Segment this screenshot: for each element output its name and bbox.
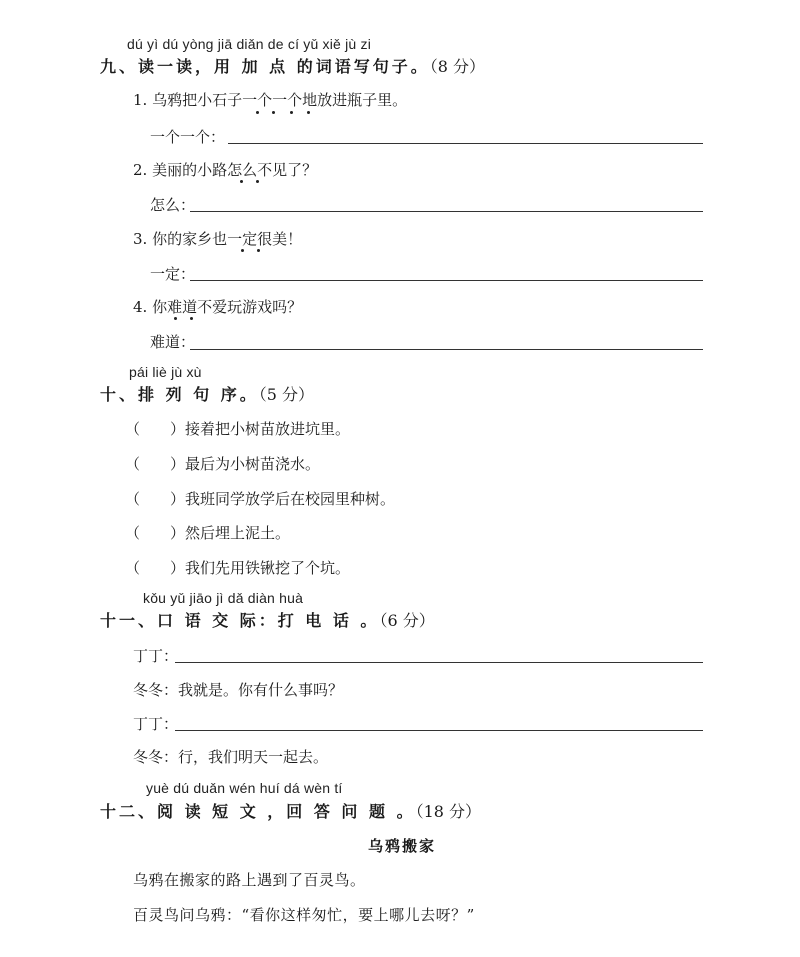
dialog-line-3: 丁丁：: [133, 715, 179, 733]
dialog-line-1: 丁丁：: [133, 647, 179, 665]
q10-item-3: [125, 488, 395, 509]
story-paragraph-2: 百灵鸟问乌鸦：“看你这样匆忙，要上哪儿去呀？”: [133, 906, 475, 924]
order-blank[interactable]: （ ）: [125, 524, 186, 542]
q10-score: （5 分）: [258, 385, 314, 404]
emphasis-dot: [174, 317, 177, 320]
order-blank[interactable]: （ ）: [125, 455, 186, 473]
emphasis-dot: [257, 249, 260, 252]
emphasis-dot: [241, 249, 244, 252]
q10-pinyin: pái liè jù xù: [129, 364, 202, 380]
answer-line[interactable]: [175, 730, 703, 731]
q10-item-text: 我们先用铁锹挖了个坑。: [185, 559, 351, 577]
dialog-line-2: 冬冬：我就是。你有什么事吗？: [133, 681, 344, 699]
emphasis-dot: [240, 180, 243, 183]
q9-title: 九、读一读，用 加 点 的词语写句子。: [100, 57, 430, 76]
order-blank[interactable]: （ ）: [125, 559, 186, 577]
q9-sentence-4: 4. 你难道不爱玩游戏吗？: [133, 298, 303, 316]
q10-item-5: [125, 557, 350, 578]
q9-score: （8 分）: [429, 57, 485, 76]
answer-line[interactable]: [190, 211, 703, 212]
q10-title: 十、排 列 句 序。: [100, 385, 259, 404]
emphasis-dot: [272, 111, 275, 114]
emphasis-dot: [290, 111, 293, 114]
story-title: 乌鸦搬家: [368, 837, 437, 855]
q12-title: 十二、阅 读 短 文 ，回 答 问 题 。: [100, 802, 416, 821]
q9-heading: [100, 54, 485, 77]
answer-line[interactable]: [190, 349, 703, 350]
answer-line[interactable]: [190, 280, 703, 281]
q10-heading: [100, 382, 314, 405]
emphasis-dot: [256, 180, 259, 183]
q11-score: （6 分）: [379, 611, 435, 630]
q10-item-4: [125, 522, 290, 543]
q9-label-2: 怎么：: [150, 196, 196, 214]
q10-item-text: 接着把小树苗放进坑里。: [185, 420, 351, 438]
q9-label-4: 难道：: [150, 333, 196, 351]
q12-heading: [100, 799, 481, 822]
q11-pinyin: kǒu yǔ jiāo jì dǎ diàn huà: [143, 590, 304, 606]
q12-score: （18 分）: [415, 802, 482, 821]
q11-title: 十一、口 语 交 际：打 电 话 。: [100, 611, 380, 630]
order-blank[interactable]: （ ）: [125, 490, 186, 508]
q9-sentence-2: 2. 美丽的小路怎么不见了？: [133, 161, 318, 179]
q10-item-text: 然后埋上泥土。: [185, 524, 291, 542]
emphasis-dot: [190, 317, 193, 320]
dialog-line-4: 冬冬：行，我们明天一起去。: [133, 748, 329, 766]
q10-item-2: [125, 453, 320, 474]
q9-label-1: 一个一个：: [150, 128, 226, 146]
emphasis-dot: [307, 111, 310, 114]
q12-pinyin: yuè dú duǎn wén huí dá wèn tí: [146, 780, 343, 796]
q9-label-3: 一定：: [150, 265, 196, 283]
q11-heading: [100, 608, 435, 631]
story-paragraph-1: 乌鸦在搬家的路上遇到了百灵鸟。: [133, 871, 366, 889]
emphasis-dot: [256, 111, 259, 114]
order-blank[interactable]: （ ）: [125, 420, 186, 438]
answer-line[interactable]: [228, 143, 703, 144]
q10-item-1: [125, 418, 350, 439]
q9-sentence-3: 3. 你的家乡也一定很美！: [133, 230, 303, 248]
q9-pinyin: dú yì dú yòng jiā diǎn de cí yǔ xiě jù zi: [127, 36, 372, 52]
q9-sentence-1: 1. 乌鸦把小石子一个一个地放进瓶子里。: [133, 91, 408, 109]
q10-item-text: 最后为小树苗浇水。: [185, 455, 321, 473]
q10-item-text: 我班同学放学后在校园里种树。: [185, 490, 396, 508]
answer-line[interactable]: [175, 662, 703, 663]
